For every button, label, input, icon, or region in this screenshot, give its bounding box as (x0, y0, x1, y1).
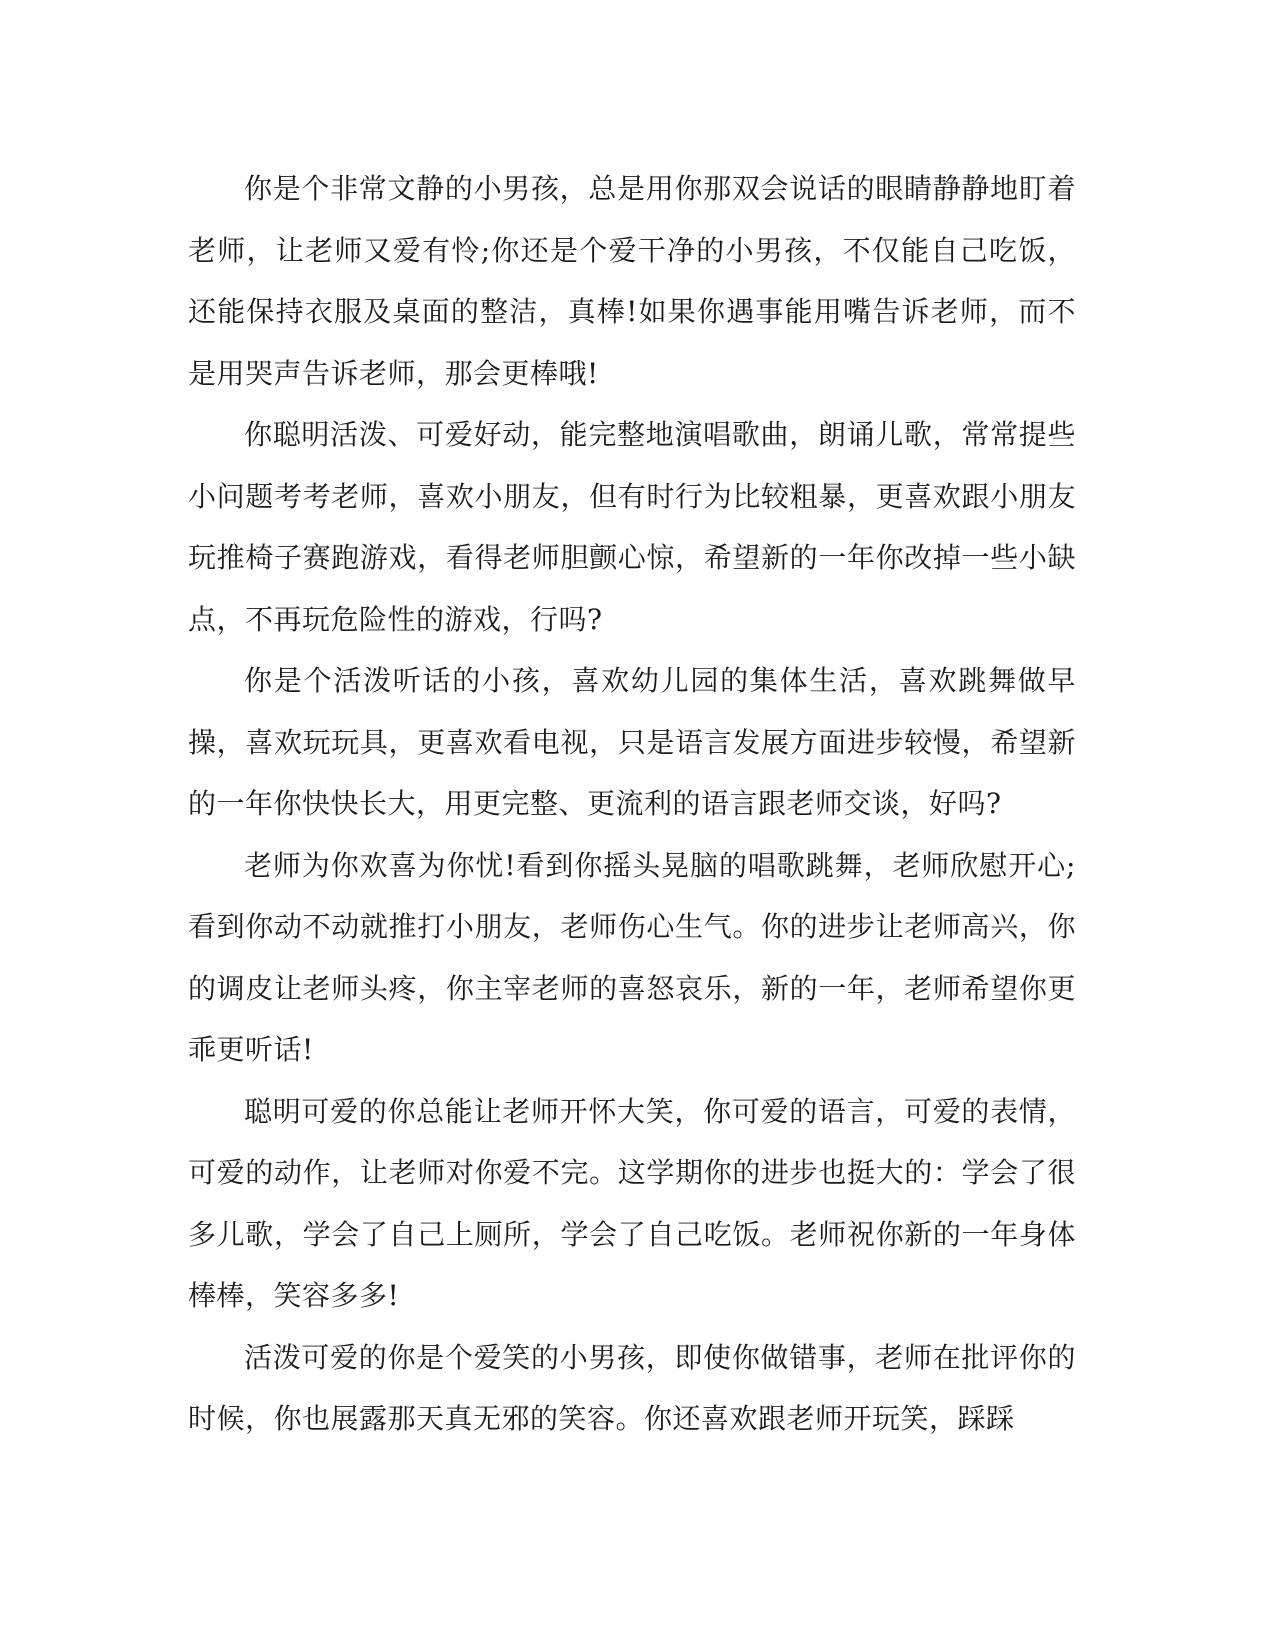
paragraph-3: 你是个活泼听话的小孩，喜欢幼儿园的集体生活，喜欢跳舞做早操，喜欢玩玩具，更喜欢看电视，只是语言发展方面进步较慢，希望新的一年你快快长大，用更完整、更流利的语言跟老师交谈，好吗? (188, 664, 1076, 820)
paragraph-6: 活泼可爱的你是个爱笑的小男孩，即使你做错事，老师在批评你的时候，你也展露那天真无邪的笑容。你还喜欢跟老师开玩笑，踩踩 (188, 1340, 1076, 1435)
document-body (188, 158, 1076, 1450)
paragraph-4: 老师为你欢喜为你忧!看到你摇头晃脑的唱歌跳舞，老师欣慰开心;看到你动不动就推打小朋友，老师伤心生气。你的进步让老师高兴，你的调皮让老师头疼，你主宰老师的喜怒哀乐，新的一年，老师希望你更乖更听话! (188, 848, 1076, 1066)
paragraph-1: 你是个非常文静的小男孩，总是用你那双会说话的眼睛静静地盯着老师，让老师又爱有怜;你还是个爱干净的小男孩，不仅能自己吃饭，还能保持衣服及桌面的整洁，真棒!如果你遇事能用嘴告诉老师，而不是用哭声告诉老师，那会更棒哦! (188, 172, 1076, 390)
paragraph-2: 你聪明活泼、可爱好动，能完整地演唱歌曲，朗诵儿歌，常常提些小问题考考老师，喜欢小朋友，但有时行为比较粗暴，更喜欢跟小朋友玩推椅子赛跑游戏，看得老师胆颤心惊，希望新的一年你改掉一些小缺点，不再玩危险性的游戏，行吗? (188, 418, 1076, 636)
paragraph-5: 聪明可爱的你总能让老师开怀大笑，你可爱的语言，可爱的表情，可爱的动作，让老师对你爱不完。这学期你的进步也挺大的：学会了很多儿歌，学会了自己上厕所，学会了自己吃饭。老师祝你新的一年身体棒棒，笑容多多! (188, 1094, 1076, 1312)
